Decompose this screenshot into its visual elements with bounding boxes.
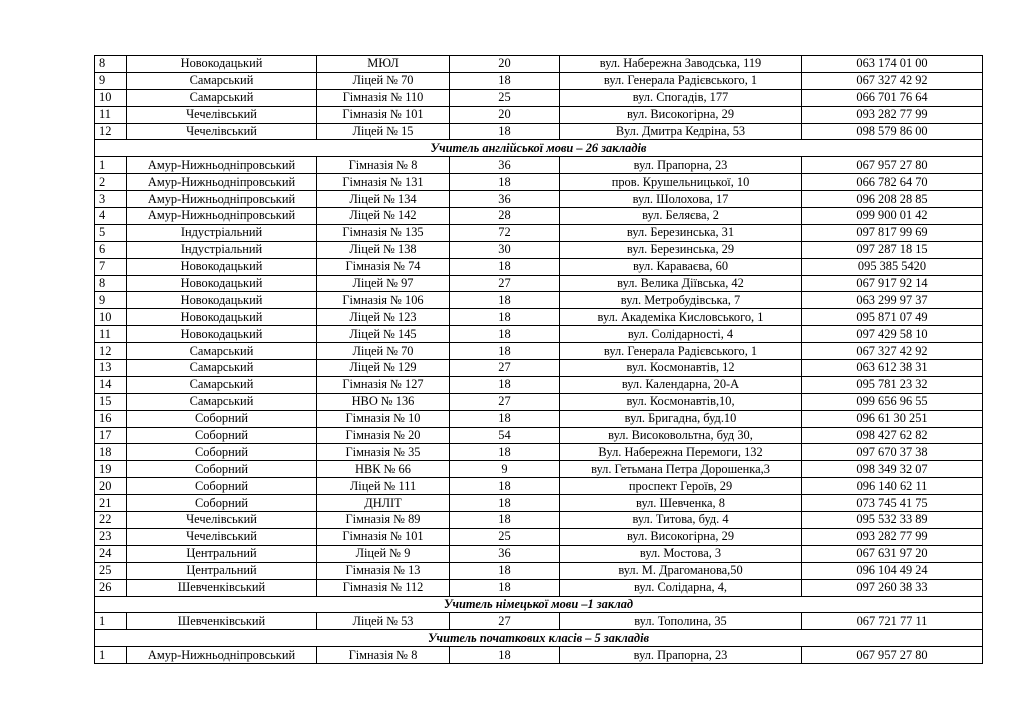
phone-cell: 099 900 01 42 bbox=[802, 208, 983, 225]
row-number-cell: 7 bbox=[95, 258, 127, 275]
hours-cell: 18 bbox=[450, 343, 560, 360]
district-cell: Соборний bbox=[127, 444, 317, 461]
hours-cell: 18 bbox=[450, 174, 560, 191]
address-cell: вул. Космонавтів,10, bbox=[560, 393, 802, 410]
district-cell: Амур-Нижньодніпровський bbox=[127, 191, 317, 208]
table-row bbox=[95, 72, 983, 89]
district-cell: Самарський bbox=[127, 343, 317, 360]
district-cell: Амур-Нижньодніпровський bbox=[127, 208, 317, 225]
hours-cell: 20 bbox=[450, 56, 560, 73]
hours-cell: 28 bbox=[450, 208, 560, 225]
district-cell: Чечелівський bbox=[127, 512, 317, 529]
address-cell: Вул. Набережна Перемоги, 132 bbox=[560, 444, 802, 461]
row-number-cell: 16 bbox=[95, 410, 127, 427]
row-number-cell: 17 bbox=[95, 427, 127, 444]
section-title: Учитель англійської мови – 26 закладів bbox=[95, 140, 983, 157]
school-cell: МЮЛ bbox=[317, 56, 450, 73]
school-cell: Ліцей № 111 bbox=[317, 478, 450, 495]
table-row bbox=[95, 292, 983, 309]
hours-cell: 18 bbox=[450, 647, 560, 664]
phone-cell: 067 957 27 80 bbox=[802, 647, 983, 664]
address-cell: вул. Мостова, 3 bbox=[560, 545, 802, 562]
table-body bbox=[95, 56, 983, 664]
row-number-cell: 3 bbox=[95, 191, 127, 208]
district-cell: Самарський bbox=[127, 393, 317, 410]
phone-cell: 095 532 33 89 bbox=[802, 512, 983, 529]
phone-cell: 067 327 42 92 bbox=[802, 343, 983, 360]
hours-cell: 18 bbox=[450, 579, 560, 596]
school-cell: Гімназія № 101 bbox=[317, 106, 450, 123]
table-row bbox=[95, 123, 983, 140]
hours-cell: 27 bbox=[450, 393, 560, 410]
table-row bbox=[95, 174, 983, 191]
table-row bbox=[95, 444, 983, 461]
table-row bbox=[95, 376, 983, 393]
row-number-cell: 13 bbox=[95, 360, 127, 377]
hours-cell: 20 bbox=[450, 106, 560, 123]
school-cell: Гімназія № 13 bbox=[317, 562, 450, 579]
address-cell: вул. Караваєва, 60 bbox=[560, 258, 802, 275]
phone-cell: 098 349 32 07 bbox=[802, 461, 983, 478]
row-number-cell: 9 bbox=[95, 72, 127, 89]
address-cell: вул. Березинська, 29 bbox=[560, 241, 802, 258]
district-cell: Амур-Нижньодніпровський bbox=[127, 647, 317, 664]
hours-cell: 25 bbox=[450, 89, 560, 106]
address-cell: вул. Гетьмана Петра Дорошенка,3 bbox=[560, 461, 802, 478]
phone-cell: 067 721 77 11 bbox=[802, 613, 983, 630]
school-cell: Гімназія № 101 bbox=[317, 528, 450, 545]
table-row bbox=[95, 410, 983, 427]
row-number-cell: 20 bbox=[95, 478, 127, 495]
hours-cell: 54 bbox=[450, 427, 560, 444]
school-cell: Гімназія № 74 bbox=[317, 258, 450, 275]
hours-cell: 18 bbox=[450, 478, 560, 495]
row-number-cell: 12 bbox=[95, 123, 127, 140]
address-cell: вул. Генерала Радієвського, 1 bbox=[560, 343, 802, 360]
row-number-cell: 21 bbox=[95, 495, 127, 512]
hours-cell: 25 bbox=[450, 528, 560, 545]
address-cell: вул. Космонавтів, 12 bbox=[560, 360, 802, 377]
phone-cell: 097 287 18 15 bbox=[802, 241, 983, 258]
table-row bbox=[95, 224, 983, 241]
school-cell: Ліцей № 123 bbox=[317, 309, 450, 326]
district-cell: Соборний bbox=[127, 427, 317, 444]
school-cell: Гімназія № 35 bbox=[317, 444, 450, 461]
district-cell: Чечелівський bbox=[127, 106, 317, 123]
hours-cell: 18 bbox=[450, 562, 560, 579]
address-cell: проспект Героїв, 29 bbox=[560, 478, 802, 495]
phone-cell: 093 282 77 99 bbox=[802, 528, 983, 545]
phone-cell: 073 745 41 75 bbox=[802, 495, 983, 512]
hours-cell: 30 bbox=[450, 241, 560, 258]
row-number-cell: 8 bbox=[95, 56, 127, 73]
table-row bbox=[95, 647, 983, 664]
address-cell: вул. Високогірна, 29 bbox=[560, 528, 802, 545]
table-row bbox=[95, 56, 983, 73]
address-cell: Вул. Дмитра Кедріна, 53 bbox=[560, 123, 802, 140]
row-number-cell: 14 bbox=[95, 376, 127, 393]
hours-cell: 18 bbox=[450, 410, 560, 427]
school-cell: ДНЛІТ bbox=[317, 495, 450, 512]
row-number-cell: 11 bbox=[95, 106, 127, 123]
hours-cell: 18 bbox=[450, 258, 560, 275]
table-row bbox=[95, 360, 983, 377]
school-cell: НВО № 136 bbox=[317, 393, 450, 410]
school-cell: Ліцей № 97 bbox=[317, 275, 450, 292]
hours-cell: 18 bbox=[450, 326, 560, 343]
row-number-cell: 6 bbox=[95, 241, 127, 258]
school-cell: Ліцей № 138 bbox=[317, 241, 450, 258]
district-cell: Самарський bbox=[127, 360, 317, 377]
phone-cell: 097 260 38 33 bbox=[802, 579, 983, 596]
row-number-cell: 9 bbox=[95, 292, 127, 309]
address-cell: вул. Шолохова, 17 bbox=[560, 191, 802, 208]
row-number-cell: 22 bbox=[95, 512, 127, 529]
district-cell: Новокодацький bbox=[127, 309, 317, 326]
address-cell: вул. М. Драгоманова,50 bbox=[560, 562, 802, 579]
table-row bbox=[95, 157, 983, 174]
row-number-cell: 10 bbox=[95, 309, 127, 326]
row-number-cell: 2 bbox=[95, 174, 127, 191]
hours-cell: 72 bbox=[450, 224, 560, 241]
district-cell: Індустріальний bbox=[127, 241, 317, 258]
phone-cell: 093 282 77 99 bbox=[802, 106, 983, 123]
school-cell: Гімназія № 106 bbox=[317, 292, 450, 309]
hours-cell: 18 bbox=[450, 376, 560, 393]
school-cell: Гімназія № 89 bbox=[317, 512, 450, 529]
address-cell: вул. Високовольтна, буд 30, bbox=[560, 427, 802, 444]
table-row bbox=[95, 106, 983, 123]
district-cell: Амур-Нижньодніпровський bbox=[127, 157, 317, 174]
phone-cell: 095 871 07 49 bbox=[802, 309, 983, 326]
district-cell: Шевченківський bbox=[127, 579, 317, 596]
district-cell: Чечелівський bbox=[127, 528, 317, 545]
hours-cell: 18 bbox=[450, 444, 560, 461]
school-cell: Ліцей № 70 bbox=[317, 72, 450, 89]
hours-cell: 18 bbox=[450, 72, 560, 89]
table-row bbox=[95, 309, 983, 326]
hours-cell: 36 bbox=[450, 545, 560, 562]
district-cell: Самарський bbox=[127, 376, 317, 393]
hours-cell: 18 bbox=[450, 292, 560, 309]
hours-cell: 36 bbox=[450, 191, 560, 208]
document-page bbox=[94, 55, 982, 664]
hours-cell: 18 bbox=[450, 309, 560, 326]
school-cell: Гімназія № 20 bbox=[317, 427, 450, 444]
school-cell: Ліцей № 53 bbox=[317, 613, 450, 630]
phone-cell: 097 429 58 10 bbox=[802, 326, 983, 343]
phone-cell: 066 782 64 70 bbox=[802, 174, 983, 191]
table-row bbox=[95, 562, 983, 579]
table-row bbox=[95, 258, 983, 275]
district-cell: Шевченківський bbox=[127, 613, 317, 630]
district-cell: Соборний bbox=[127, 478, 317, 495]
section-title: Учитель початкових класів – 5 закладів bbox=[95, 630, 983, 647]
section-header-row bbox=[95, 630, 983, 647]
hours-cell: 27 bbox=[450, 360, 560, 377]
address-cell: вул. Титова, буд. 4 bbox=[560, 512, 802, 529]
phone-cell: 098 579 86 00 bbox=[802, 123, 983, 140]
phone-cell: 066 701 76 64 bbox=[802, 89, 983, 106]
address-cell: вул. Шевченка, 8 bbox=[560, 495, 802, 512]
hours-cell: 18 bbox=[450, 495, 560, 512]
row-number-cell: 18 bbox=[95, 444, 127, 461]
district-cell: Самарський bbox=[127, 72, 317, 89]
school-cell: Ліцей № 129 bbox=[317, 360, 450, 377]
table-row bbox=[95, 545, 983, 562]
address-cell: вул. Спогадів, 177 bbox=[560, 89, 802, 106]
school-cell: НВК № 66 bbox=[317, 461, 450, 478]
table-row bbox=[95, 89, 983, 106]
address-cell: вул. Солідарності, 4 bbox=[560, 326, 802, 343]
table-row bbox=[95, 343, 983, 360]
phone-cell: 096 104 49 24 bbox=[802, 562, 983, 579]
address-cell: вул. Солідарна, 4, bbox=[560, 579, 802, 596]
phone-cell: 095 781 23 32 bbox=[802, 376, 983, 393]
row-number-cell: 4 bbox=[95, 208, 127, 225]
row-number-cell: 5 bbox=[95, 224, 127, 241]
address-cell: вул. Велика Діївська, 42 bbox=[560, 275, 802, 292]
hours-cell: 27 bbox=[450, 613, 560, 630]
district-cell: Соборний bbox=[127, 410, 317, 427]
table-row bbox=[95, 241, 983, 258]
hours-cell: 18 bbox=[450, 512, 560, 529]
table-row bbox=[95, 427, 983, 444]
section-header-row bbox=[95, 596, 983, 613]
table-row bbox=[95, 191, 983, 208]
row-number-cell: 23 bbox=[95, 528, 127, 545]
address-cell: вул. Березинська, 31 bbox=[560, 224, 802, 241]
hours-cell: 36 bbox=[450, 157, 560, 174]
table-row bbox=[95, 478, 983, 495]
school-cell: Гімназія № 127 bbox=[317, 376, 450, 393]
phone-cell: 096 140 62 11 bbox=[802, 478, 983, 495]
table-row bbox=[95, 512, 983, 529]
school-cell: Ліцей № 15 bbox=[317, 123, 450, 140]
school-cell: Ліцей № 70 bbox=[317, 343, 450, 360]
row-number-cell: 11 bbox=[95, 326, 127, 343]
district-cell: Соборний bbox=[127, 495, 317, 512]
address-cell: вул. Беляєва, 2 bbox=[560, 208, 802, 225]
table-row bbox=[95, 579, 983, 596]
phone-cell: 099 656 96 55 bbox=[802, 393, 983, 410]
address-cell: пров. Крушельницької, 10 bbox=[560, 174, 802, 191]
school-cell: Гімназія № 110 bbox=[317, 89, 450, 106]
table-row bbox=[95, 613, 983, 630]
address-cell: вул. Бригадна, буд.10 bbox=[560, 410, 802, 427]
hours-cell: 27 bbox=[450, 275, 560, 292]
address-cell: вул. Набережна Заводська, 119 bbox=[560, 56, 802, 73]
row-number-cell: 26 bbox=[95, 579, 127, 596]
district-cell: Амур-Нижньодніпровський bbox=[127, 174, 317, 191]
district-cell: Новокодацький bbox=[127, 326, 317, 343]
address-cell: вул. Тополина, 35 bbox=[560, 613, 802, 630]
school-cell: Гімназія № 8 bbox=[317, 647, 450, 664]
phone-cell: 063 612 38 31 bbox=[802, 360, 983, 377]
district-cell: Чечелівський bbox=[127, 123, 317, 140]
district-cell: Центральний bbox=[127, 562, 317, 579]
district-cell: Новокодацький bbox=[127, 258, 317, 275]
phone-cell: 063 299 97 37 bbox=[802, 292, 983, 309]
address-cell: вул. Прапорна, 23 bbox=[560, 647, 802, 664]
address-cell: вул. Високогірна, 29 bbox=[560, 106, 802, 123]
district-cell: Новокодацький bbox=[127, 56, 317, 73]
school-cell: Гімназія № 112 bbox=[317, 579, 450, 596]
row-number-cell: 1 bbox=[95, 647, 127, 664]
row-number-cell: 10 bbox=[95, 89, 127, 106]
section-header-row bbox=[95, 140, 983, 157]
hours-cell: 9 bbox=[450, 461, 560, 478]
phone-cell: 063 174 01 00 bbox=[802, 56, 983, 73]
district-cell: Новокодацький bbox=[127, 292, 317, 309]
row-number-cell: 19 bbox=[95, 461, 127, 478]
phone-cell: 096 61 30 251 bbox=[802, 410, 983, 427]
district-cell: Індустріальний bbox=[127, 224, 317, 241]
row-number-cell: 15 bbox=[95, 393, 127, 410]
school-cell: Гімназія № 135 bbox=[317, 224, 450, 241]
section-title: Учитель німецької мови –1 заклад bbox=[95, 596, 983, 613]
row-number-cell: 1 bbox=[95, 613, 127, 630]
school-cell: Гімназія № 8 bbox=[317, 157, 450, 174]
school-cell: Ліцей № 134 bbox=[317, 191, 450, 208]
school-cell: Ліцей № 142 bbox=[317, 208, 450, 225]
row-number-cell: 12 bbox=[95, 343, 127, 360]
phone-cell: 067 957 27 80 bbox=[802, 157, 983, 174]
table-row bbox=[95, 461, 983, 478]
row-number-cell: 25 bbox=[95, 562, 127, 579]
phone-cell: 067 917 92 14 bbox=[802, 275, 983, 292]
table-row bbox=[95, 275, 983, 292]
address-cell: вул. Генерала Радієвського, 1 bbox=[560, 72, 802, 89]
phone-cell: 097 817 99 69 bbox=[802, 224, 983, 241]
school-cell: Ліцей № 9 bbox=[317, 545, 450, 562]
address-cell: вул. Метробудівська, 7 bbox=[560, 292, 802, 309]
table-row bbox=[95, 208, 983, 225]
phone-cell: 067 327 42 92 bbox=[802, 72, 983, 89]
phone-cell: 096 208 28 85 bbox=[802, 191, 983, 208]
table-row bbox=[95, 495, 983, 512]
address-cell: вул. Прапорна, 23 bbox=[560, 157, 802, 174]
hours-cell: 18 bbox=[450, 123, 560, 140]
row-number-cell: 24 bbox=[95, 545, 127, 562]
school-cell: Ліцей № 145 bbox=[317, 326, 450, 343]
phone-cell: 098 427 62 82 bbox=[802, 427, 983, 444]
phone-cell: 097 670 37 38 bbox=[802, 444, 983, 461]
row-number-cell: 1 bbox=[95, 157, 127, 174]
table-row bbox=[95, 326, 983, 343]
table-row bbox=[95, 393, 983, 410]
district-cell: Новокодацький bbox=[127, 275, 317, 292]
row-number-cell: 8 bbox=[95, 275, 127, 292]
phone-cell: 067 631 97 20 bbox=[802, 545, 983, 562]
phone-cell: 095 385 5420 bbox=[802, 258, 983, 275]
school-cell: Гімназія № 10 bbox=[317, 410, 450, 427]
district-cell: Самарський bbox=[127, 89, 317, 106]
school-cell: Гімназія № 131 bbox=[317, 174, 450, 191]
district-cell: Центральний bbox=[127, 545, 317, 562]
district-cell: Соборний bbox=[127, 461, 317, 478]
vacancy-table bbox=[94, 55, 983, 664]
table-row bbox=[95, 528, 983, 545]
address-cell: вул. Академіка Кисловського, 1 bbox=[560, 309, 802, 326]
address-cell: вул. Календарна, 20-А bbox=[560, 376, 802, 393]
